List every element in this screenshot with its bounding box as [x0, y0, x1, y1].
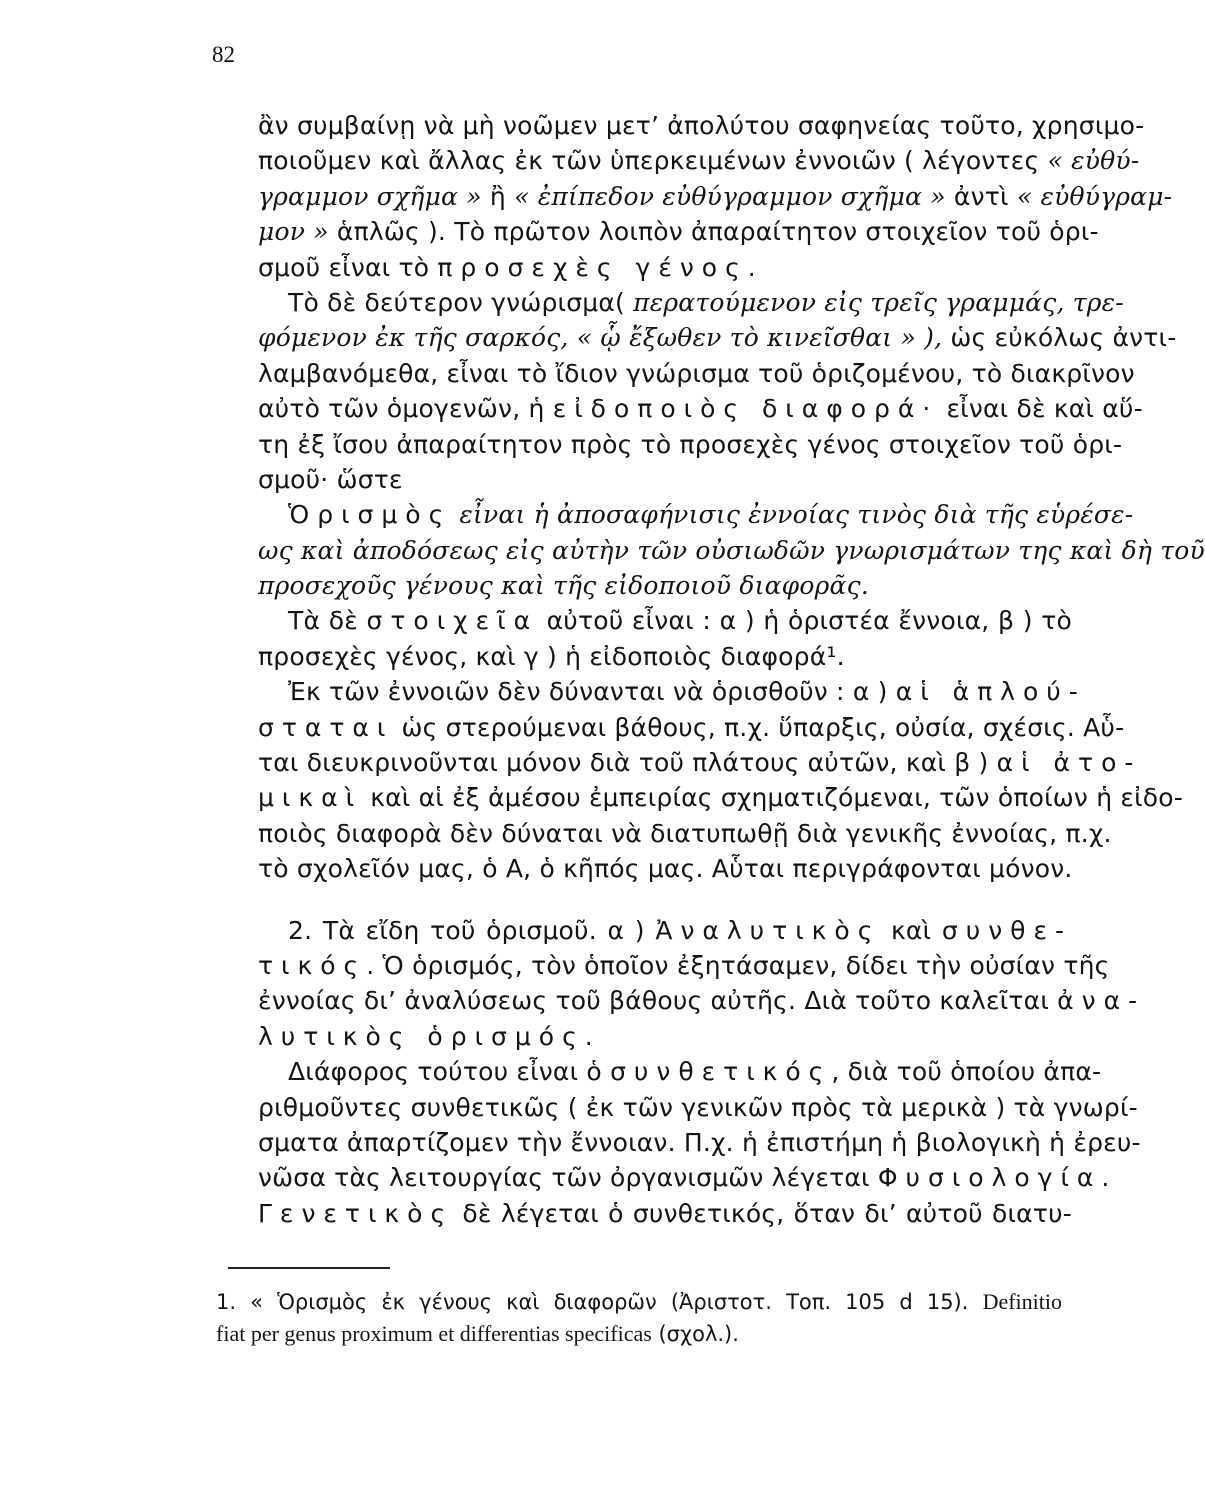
text-segment: Διάφορος τούτου εἶναι ὁ: [288, 1057, 611, 1087]
text-segment: λαμβανόμεθα, εἶναι τὸ ἴδιον γνώρισμα τοῦ ὁριζομένου, τὸ διακρῖνον: [258, 358, 1135, 388]
text-line: [258, 948, 1110, 983]
text-segment: περατούμενον εἰς τρεῖς γραμμάς, τρε-: [633, 287, 1124, 317]
text-line: [258, 568, 1072, 603]
text-line: [258, 108, 1145, 143]
text-segment: αὐτοῦ εἶναι : α ) ἡ ὁριστέα ἔννοια, β ) τὸ: [538, 606, 1073, 636]
text-segment: ως καὶ ἀποδόσεως εἰς αὐτὴν τῶν οὐσιωδῶν γνωρισμάτων της καὶ δὴ τοῦ: [258, 535, 1205, 565]
text-segment: « εὐθύ-: [1047, 146, 1140, 176]
text-segment: αἱ ἁπλού-: [895, 677, 1086, 707]
text-segment: Φυσιολογία: [877, 1163, 1102, 1193]
text-segment: καὶ αἱ ἐξ ἀμέσου ἐμπειρίας σχηματιζόμεναι, τῶν ὁποίων ἡ εἰδο-: [362, 783, 1183, 813]
text-segment: δὲ λέγεται ὁ συνθετικός, ὅταν δι’ αὐτοῦ διατυ-: [453, 1198, 1072, 1228]
text-line: [258, 320, 1177, 355]
text-segment: εἶναι ἡ ἀποσαφήνισις ἐννοίας τινὸς διὰ τῆς εὑρέσε-: [451, 500, 1134, 530]
text-segment: φόμενον ἐκ τῆς σαρκός, « ᾧ ἔξωθεν τὸ κινεῖσθαι » ),: [258, 323, 943, 353]
text-segment: συνθε-: [941, 915, 1072, 945]
page-number: 82: [212, 42, 235, 67]
text-segment: .: [584, 1021, 593, 1051]
text-segment: ἁπλῶς ). Τὸ πρῶτον λοιπὸν ἀπαραίτητον στοιχεῖον τοῦ ὁρι-: [328, 217, 1099, 247]
text-line: [258, 816, 1112, 851]
footnote-line: [216, 1286, 1062, 1318]
text-segment: εἰδοποιὸς διαφορά·: [552, 394, 939, 424]
text-segment: Ἐκ τῶν ἐννοιῶν δὲν δύνανται νὰ ὁρισθοῦν : α ): [288, 677, 896, 707]
text-line: [258, 674, 1086, 709]
text-segment: σταται: [258, 712, 394, 742]
text-line: [258, 214, 1099, 249]
text-segment: προσεχοῦς γένους καὶ τῆς εἰδοποιοῦ διαφορᾶς.: [258, 571, 869, 601]
text-line: [258, 533, 1205, 568]
text-line: [258, 710, 1125, 745]
text-segment: προσεχὲς γένος, καὶ γ ) ἡ εἰδοποιὸς διαφορά¹.: [258, 641, 845, 671]
text-line: [258, 1125, 1141, 1160]
text-line: [258, 913, 1072, 948]
text-segment: ἀντὶ: [945, 181, 1017, 211]
text-line: [258, 391, 1143, 426]
text-segment: σμοῦ εἶναι τὸ: [258, 252, 438, 282]
text-segment: .: [747, 252, 756, 282]
footnote-divider: [228, 1267, 390, 1269]
text-line: [258, 745, 1142, 780]
text-segment: (σχολ.).: [651, 1322, 739, 1346]
text-segment: Ἀναλυτικὸς: [655, 915, 881, 945]
text-segment: Τὸ δὲ δεύτερον γνώρισμα(: [288, 287, 634, 317]
text-segment: ται διευκρινοῦνται μόνον διὰ τοῦ πλάτους αὐτῶν, καὶ β ): [258, 748, 997, 778]
text-segment: μον »: [258, 217, 329, 247]
text-segment: τὸ σχολεῖόν μας, ὁ Α, ὁ κῆπός μας. Αὗται περιγράφονται μόνον.: [258, 854, 1073, 884]
text-line: [258, 603, 1072, 638]
text-segment: « ἐπίπεδον εὐθύγραμμον σχῆμα »: [514, 181, 946, 211]
text-segment: Ὁρισμὸς: [288, 500, 452, 530]
text-line: [258, 427, 1123, 462]
text-segment: τη ἐξ ἴσου ἀπαραίτητον πρὸς τὸ προσεχὲς γένος στοιχεῖον τοῦ ὁρι-: [258, 429, 1123, 459]
text-segment: συνθετικός: [610, 1057, 832, 1087]
body-text: [258, 108, 1205, 1231]
text-segment: fiat per genus proximum et differentias specificas: [216, 1321, 652, 1346]
text-segment: Τὰ δὲ: [288, 606, 367, 636]
text-line: [258, 462, 1072, 497]
text-line: [258, 497, 1134, 532]
text-segment: αὐτὸ τῶν ὁμογενῶν, ἡ: [258, 394, 553, 424]
text-segment: . Ὁ ὁρισμός, τὸν ὁποῖον ἐξητάσαμεν, δίδει τὴν οὐσίαν τῆς: [366, 950, 1110, 980]
text-line: [258, 250, 1072, 285]
text-segment: ριθμοῦντες συνθετικῶς ( ἐκ τῶν γενικῶν πρὸς τὰ μερικὰ ) τὰ γνωρί-: [258, 1092, 1138, 1122]
text-segment: ὡς εὐκόλως ἀντι-: [942, 323, 1177, 353]
text-segment: ὡς στερούμεναι βάθους, π.χ. ὕπαρξις, οὐσία, σχέσις. Αὗ-: [393, 712, 1125, 742]
text-line: [258, 179, 1173, 214]
text-segment: ποιὸς διαφορὰ δὲν δύναται νὰ διατυπωθῇ διὰ γενικῆς ἐννοίας, π.χ.: [258, 818, 1112, 848]
text-segment: σμοῦ· ὥστε: [258, 464, 403, 494]
text-line: [258, 1090, 1138, 1125]
text-line: [258, 1196, 1072, 1231]
text-line: [258, 1160, 1110, 1195]
text-segment: στοιχεῖα: [366, 606, 539, 636]
text-segment: ἂν συμβαίνῃ νὰ μὴ νοῶμεν μετ’ ἀπολύτου σαφηνείας τοῦτο, χρησιμο-: [258, 111, 1145, 140]
text-segment: αἱ ἀτο-: [996, 748, 1142, 778]
text-segment: Definitio: [982, 1289, 1062, 1314]
text-line: [258, 1019, 1072, 1054]
text-line: [258, 356, 1135, 391]
text-segment: εἶναι δὲ καὶ αὕ-: [938, 394, 1143, 424]
text-segment: , διὰ τοῦ ὁποίου ἀπα-: [831, 1057, 1102, 1087]
text-line: [258, 1054, 1102, 1089]
text-segment: « εὐθύγραμ-: [1016, 181, 1173, 211]
text-segment: 2. Τὰ εἴδη τοῦ ὁρισμοῦ. α ): [288, 915, 656, 945]
text-line: [258, 639, 1072, 674]
text-segment: τικός: [258, 950, 367, 980]
text-segment: προσεχὲς γένος: [437, 252, 748, 282]
text-segment: σματα ἀπαρτίζομεν τὴν ἔννοιαν. Π.χ. ἡ ἐπιστήμη ἡ βιολογικὴ ἡ ἐρευ-: [258, 1127, 1141, 1157]
footnotes: [216, 1286, 1062, 1350]
text-segment: ἢ: [481, 181, 515, 211]
section-gap: [258, 887, 1072, 913]
text-segment: γραμμον σχῆμα »: [258, 181, 482, 211]
text-segment: ἀνα-: [1057, 986, 1146, 1016]
text-segment: 1. « Ὁρισμὸς ἐκ γένους καὶ διαφορῶν (Ἀριστοτ. Τοπ. 105 d 15).: [216, 1290, 983, 1314]
text-segment: Γενετικὸς: [258, 1198, 454, 1228]
text-line: [258, 780, 1183, 815]
text-segment: .: [1101, 1163, 1110, 1193]
text-line: [258, 983, 1146, 1018]
text-segment: ποιοῦμεν καὶ ἄλλας ἐκ τῶν ὑπερκειμένων ἐννοιῶν ( λέγοντες: [258, 146, 1048, 176]
text-line: [258, 285, 1124, 320]
text-segment: νῶσα τὰς λειτουργίας τῶν ὀργανισμῶν λέγεται: [258, 1163, 878, 1193]
text-segment: ἐννοίας δι’ ἀναλύσεως τοῦ βάθους αὐτῆς. Διὰ τοῦτο καλεῖται: [258, 986, 1058, 1016]
footnote-line: [216, 1318, 1062, 1350]
text-line: [258, 851, 1072, 886]
text-line: [258, 143, 1140, 178]
text-segment: λυτικὸς ὁρισμός: [258, 1021, 585, 1051]
text-segment: καὶ: [880, 915, 942, 945]
text-segment: μικαὶ: [258, 783, 363, 813]
